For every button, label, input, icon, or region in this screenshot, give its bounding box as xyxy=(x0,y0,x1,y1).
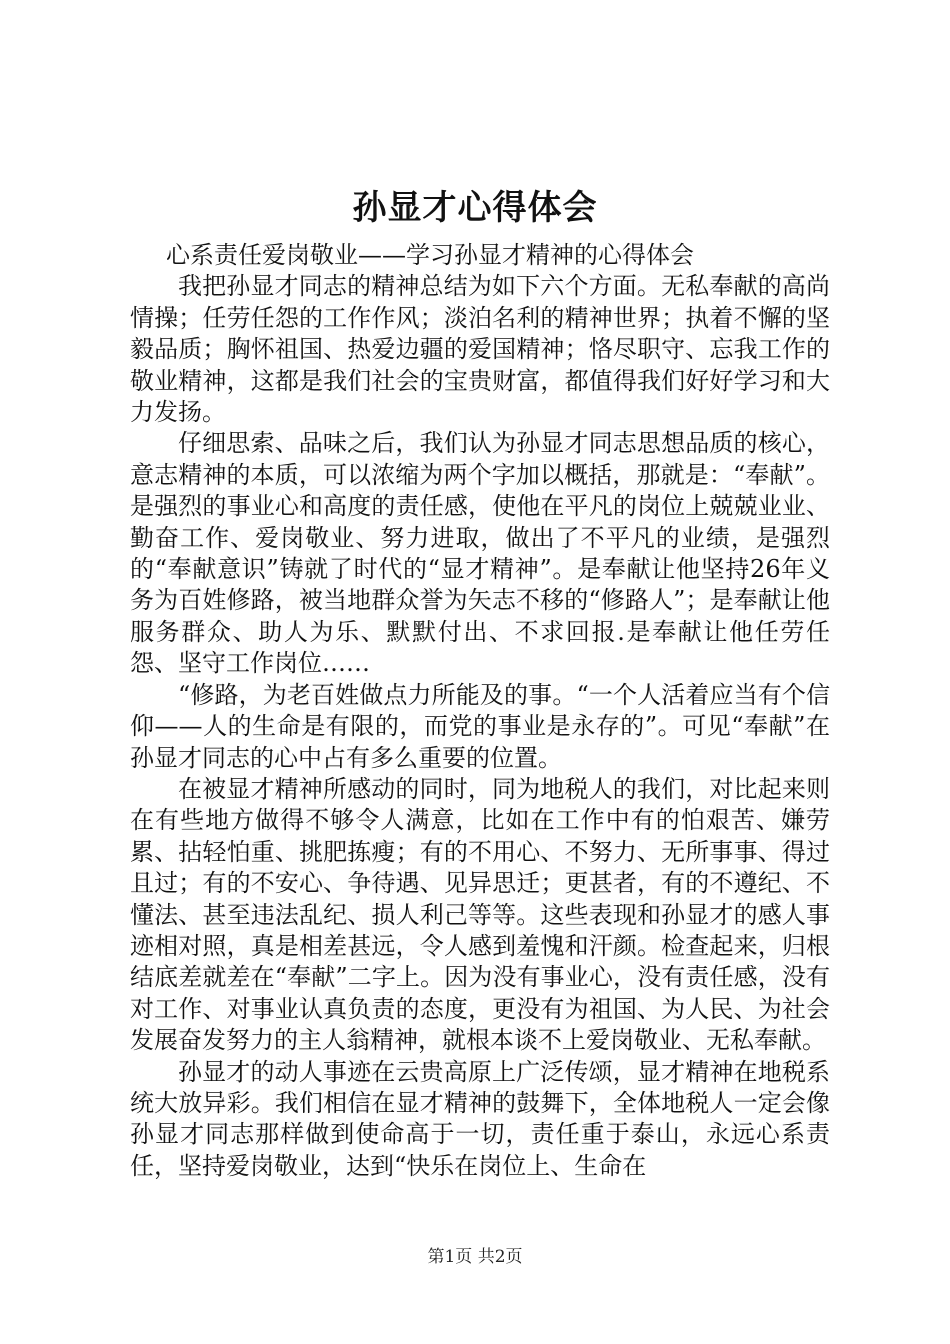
paragraph-5: 孙显才的动人事迹在云贵高原上广泛传颂，显才精神在地税系统大放异彩。我们相信在显才精神的鼓舞下，全体地税人一定会像孙显才同志那样做到使命高于一切，责任重于泰山，永远心系责任，坚持爱岗敬业，达到“快乐在岗位上、生命在 xyxy=(130,1057,830,1180)
page-number-footer: 第1页 共2页 xyxy=(427,1247,523,1267)
paragraph-3: “修路，为老百姓做点力所能及的事。“一个人活着应当有个信仰——人的生命是有限的，而党的事业是永存的”。可见“奉献”在孙显才同志的心中占有多么重要的位置。 xyxy=(130,680,830,772)
paragraph-2: 仔细思索、品味之后，我们认为孙显才同志思想品质的核心，意志精神的本质，可以浓缩为两个字加以概括，那就是：“奉献”。是强烈的事业心和高度的责任感，使他在平凡的岗位上兢兢业业、勤奋工作、爱岗敬业、努力进取，做出了不平凡的业绩，是强烈的“奉献意识”铸就了时代的“显才精神”。是奉献让他坚持26年义务为百姓修路，被当地群众誉为矢志不移的“修路人”；是奉献让他服务群众、助人为乐、默默付出、不求回报.是奉献让他任劳任怨、坚守工作岗位…… xyxy=(130,429,830,678)
document-subtitle: 心系责任爱岗敬业——学习孙显才精神的心得体会 xyxy=(166,241,694,269)
paragraph-4: 在被显才精神所感动的同时，同为地税人的我们，对比起来则在有些地方做得不够令人满意，比如在工作中有的怕艰苦、嫌劳累、拈轻怕重、挑肥拣瘦；有的不用心、不努力、无所事事、得过且过；有的不安心、争待遇、见异思迁；更甚者，有的不遵纪、不懂法、甚至违法乱纪、损人利己等等。这些表现和孙显才的感人事迹相对照，真是相差甚远，令人感到羞愧和汗颜。检查起来，归根结底差就差在“奉献”二字上。因为没有事业心，没有责任感，没有对工作、对事业认真负责的态度，更没有为祖国、为人民、为社会发展奋发努力的主人翁精神，就根本谈不上爱岗敬业、无私奉献。 xyxy=(130,774,830,1055)
paragraph-1: 我把孙显才同志的精神总结为如下六个方面。无私奉献的高尚情操；任劳任怨的工作作风；淡泊名利的精神世界；执着不懈的坚毅品质；胸怀祖国、热爱边疆的爱国精神；恪尽职守、忘我工作的敬业精神，这都是我们社会的宝贵财富，都值得我们好好学习和大力发扬。 xyxy=(130,272,830,427)
document-title: 孙显才心得体会 xyxy=(352,188,598,228)
document-body xyxy=(130,240,830,1182)
